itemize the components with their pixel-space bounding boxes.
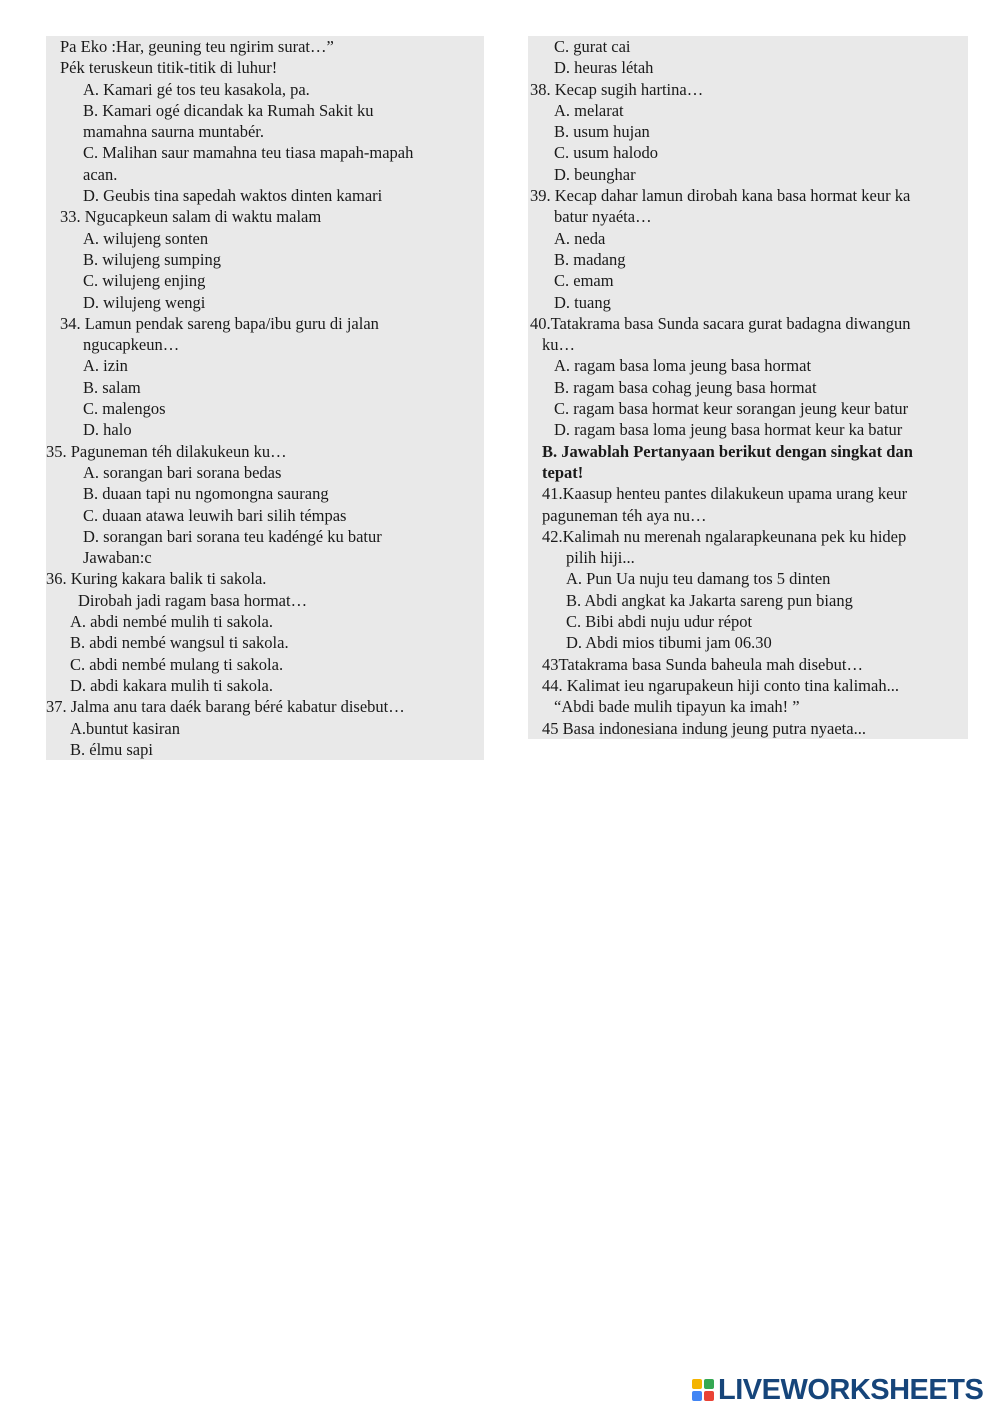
right-column-line: 44. Kalimat ieu ngarupakeun hiji conto tina kalimah... [542,675,899,695]
left-column-line: A. Kamari gé tos teu kasakola, pa. [83,79,310,99]
left-column-line: D. wilujeng wengi [83,292,206,312]
left-column-line: Pék teruskeun titik-titik di luhur! [60,58,278,78]
left-question-column [46,36,484,760]
left-column-line: B. wilujeng sumping [83,249,221,269]
left-column-line: A. abdi nembé mulih ti sakola. [70,612,274,632]
left-column-line: Pa Eko :Har, geuning teu ngirim surat…” [60,37,334,56]
right-column-line: ku… [542,335,575,355]
right-column-line: D. Abdi mios tibumi jam 06.30 [566,633,772,653]
left-column-line: A.buntut kasiran [70,718,180,738]
right-column-line: 45 Basa indonesiana indung jeung putra nyaeta... [542,718,866,738]
right-column-line: C. gurat cai [554,37,631,56]
right-column-line: pilih hiji... [566,548,635,568]
left-column-line: mamahna saurna muntabér. [83,122,264,142]
logo-square-2 [704,1379,714,1389]
right-column-line: 41.Kaasup henteu pantes dilakukeun upama urang keur [542,484,908,504]
left-column-line: A. sorangan bari sorana bedas [83,462,282,482]
right-column-line: B. Jawablah Pertanyaan berikut dengan singkat dan [542,441,913,461]
left-column-line: D. halo [83,420,132,440]
logo-text: LIVEWORKSHEETS [718,1373,984,1406]
right-column-line: 43Tatakrama basa Sunda baheula mah disebut… [542,654,863,674]
right-column-line: D. beunghar [554,164,636,184]
right-column-line: 42.Kalimah nu merenah ngalarapkeunana pek ku hidep [542,526,907,546]
right-column-line: C. Bibi abdi nuju udur répot [566,612,753,632]
right-column-line: C. usum halodo [554,143,659,163]
right-column-line: C. ragam basa hormat keur sorangan jeung keur batur [554,399,909,419]
right-column-line: 38. Kecap sugih hartina… [530,79,704,99]
left-column-line: A. izin [83,356,128,376]
left-column-line: C. duaan atawa leuwih bari silih témpas [83,505,347,525]
liveworksheets-logo[interactable] [692,1374,983,1406]
right-column-line: B. Abdi angkat ka Jakarta sareng pun biang [566,590,853,610]
liveworksheets-logo-icon [692,1379,714,1401]
left-column-line: 36. Kuring kakara balik ti sakola. [46,569,267,589]
right-column-line: A. neda [554,228,606,248]
left-column-line: 37. Jalma anu tara daék barang béré kabatur disebut… [46,697,405,717]
right-column-line: paguneman téh aya nu… [542,505,707,525]
left-column-line: B. abdi nembé wangsul ti sakola. [70,633,289,653]
logo-square-3 [692,1391,702,1401]
right-column-line: B. ragam basa cohag jeung basa hormat [554,377,817,397]
right-column-line: B. madang [554,249,626,269]
right-column-line: A. ragam basa loma jeung basa hormat [554,356,812,376]
right-column-line: batur nyaéta… [554,207,652,227]
right-column-line: D. ragam basa loma jeung basa hormat keur ka batur [554,420,903,440]
left-column-line: C. Malihan saur mamahna teu tiasa mapah-mapah [83,143,414,163]
left-column-line: Dirobah jadi ragam basa hormat… [78,590,308,610]
right-column-line: 39. Kecap dahar lamun dirobah kana basa hormat keur ka [530,186,911,206]
left-column-line: D. abdi kakara mulih ti sakola. [70,675,273,695]
left-column-line: C. wilujeng enjing [83,271,206,291]
right-column-line: D. heuras létah [554,58,654,78]
left-column-line: B. salam [83,377,141,397]
right-column-line: C. emam [554,271,614,291]
left-column-line: A. wilujeng sonten [83,228,209,248]
right-column-line: A. Pun Ua nuju teu damang tos 5 dinten [566,569,831,589]
left-column-line: 34. Lamun pendak sareng bapa/ibu guru di jalan [60,313,379,333]
right-column-line: tepat! [542,462,584,482]
left-column-line: D. sorangan bari sorana teu kadéngé ku batur [83,526,382,546]
left-column-line: acan. [83,164,118,184]
left-column-line: B. élmu sapi [70,739,153,759]
left-column-line: C. abdi nembé mulang ti sakola. [70,654,284,674]
right-question-column [528,36,968,739]
left-column-line: D. Geubis tina sapedah waktos dinten kamari [83,186,383,206]
left-column-line: ngucapkeun… [83,335,180,355]
left-column-line: C. malengos [83,399,166,419]
left-column-line: 33. Ngucapkeun salam di waktu malam [60,207,322,227]
right-column-line: D. tuang [554,292,611,312]
right-column-line: B. usum hujan [554,122,650,142]
left-column-line: Jawaban:c [83,548,152,568]
right-column-line: 40.Tatakrama basa Sunda sacara gurat badagna diwangun [530,313,911,333]
logo-square-4 [704,1391,714,1401]
left-column-line: 35. Paguneman téh dilakukeun ku… [46,441,287,461]
logo-square-1 [692,1379,702,1389]
right-column-line: “Abdi bade mulih tipayun ka imah! ” [554,697,800,717]
left-column-line: B. duaan tapi nu ngomongna saurang [83,484,329,504]
right-column-line: A. melarat [554,100,624,120]
left-column-line: B. Kamari ogé dicandak ka Rumah Sakit ku [83,100,374,120]
